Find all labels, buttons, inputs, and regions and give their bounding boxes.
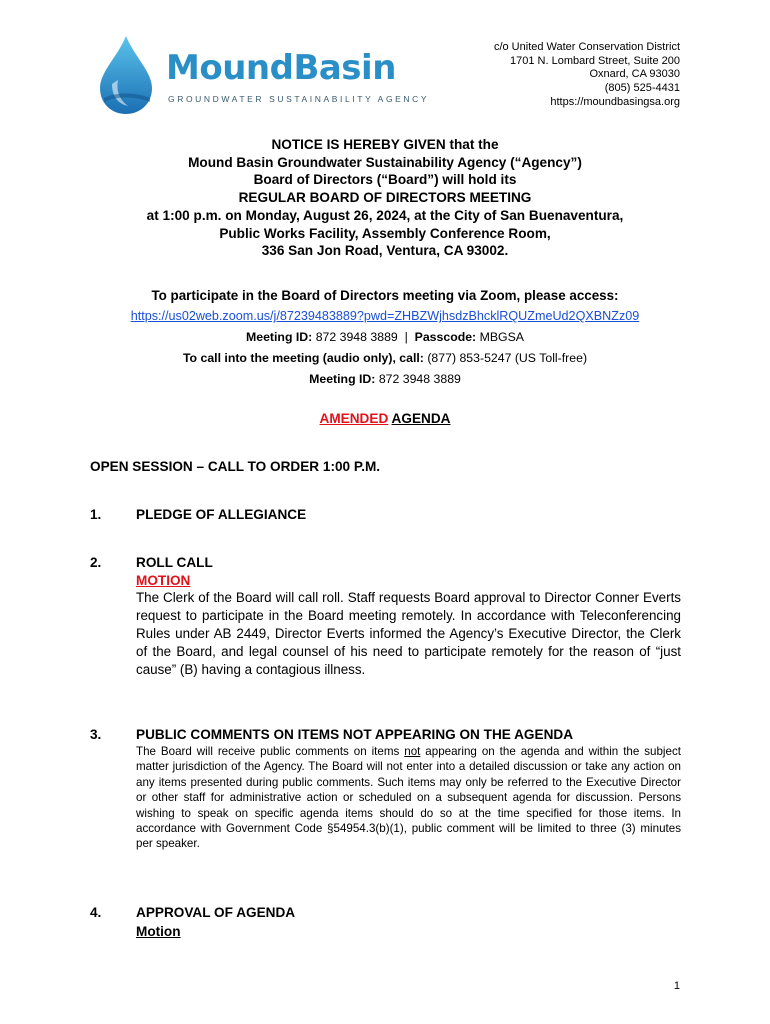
address-line: Oxnard, CA 93030 <box>589 68 680 81</box>
item-title: ROLL CALL <box>136 555 213 570</box>
passcode: MBGSA <box>479 330 524 344</box>
item-number: 4. <box>90 905 102 920</box>
meeting-notice <box>60 136 710 260</box>
text-emphasis: not <box>404 745 421 758</box>
address-phone: (805) 525-4431 <box>604 82 680 95</box>
agency-logo <box>96 34 430 114</box>
item-title: PLEDGE OF ALLEGIANCE <box>136 507 307 522</box>
water-drop-icon <box>96 34 156 116</box>
notice-line: at 1:00 p.m. on Monday, August 26, 2024, at the City of San Buenaventura, <box>146 207 624 223</box>
item-title: PUBLIC COMMENTS ON ITEMS NOT APPEARING ON THE AGENDA <box>136 727 574 742</box>
notice-line: Board of Directors (“Board”) will hold its <box>253 172 517 188</box>
page-number: 1 <box>673 980 680 992</box>
notice-line: Mound Basin Groundwater Sustainability Agency (“Agency”) <box>188 154 582 170</box>
text-part: appearing on the agenda and within the subject matter jurisdiction of the Agency. The Board will not enter into a detailed discussion or take any action on any items presented during public comments. Such items may only be referred to the Executive Director or other staff for administrative action or scheduled on a subsequent agenda for discussion. Persons wishing to speak on specific agenda items should do so at the time specified for those items. In accordance with Government Code §54954.3(b)(1), public comment will be limited to three (3) minutes per speaker. <box>136 745 681 851</box>
address-line: c/o United Water Conservation District <box>493 41 680 53</box>
meeting-id-label: Meeting ID: <box>309 372 376 386</box>
text-part: The Board will receive public comments on items <box>136 745 405 758</box>
zoom-link[interactable]: https://us02web.zoom.us/j/87239483889?pwd=ZHBZWjhsdzBhcklRQUZmeUd2QXBNZz09 <box>130 309 640 323</box>
meeting-id: 872 3948 3889 <box>378 372 461 386</box>
logo-name: MoundBasin <box>166 48 396 88</box>
item-number: 1. <box>90 507 102 522</box>
open-session-heading: OPEN SESSION – CALL TO ORDER 1:00 P.M. <box>90 459 381 474</box>
address-line: 1701 N. Lombard Street, Suite 200 <box>510 54 680 67</box>
call-in-line <box>40 348 730 369</box>
item-description: The Clerk of the Board will call roll. Staff requests Board approval to Director Conner Everts request to participate in the Board meeting remotely. In accordance with Teleconferencing Rules under AB 2449, Director Everts informed the Agency’s Executive Director, the Clerk of the Board, and legal counsel of his need to participate remotely for the reason of “just cause” (B) having a contagious illness. <box>136 590 681 677</box>
notice-line: REGULAR BOARD OF DIRECTORS MEETING <box>238 190 532 206</box>
address-website[interactable]: https://moundbasingsa.org <box>550 95 680 108</box>
call-number: (877) 853-5247 (US Toll-free) <box>427 351 588 365</box>
call-label: To call into the meeting (audio only), call: <box>182 351 424 365</box>
motion-label: MOTION <box>136 573 191 588</box>
meeting-id: 872 3948 3889 <box>315 330 398 344</box>
motion-label: Motion <box>136 924 181 939</box>
notice-line: Public Works Facility, Assembly Conference Room, <box>219 225 551 241</box>
meeting-id-label: Meeting ID: <box>246 330 313 344</box>
item-number: 3. <box>90 727 102 742</box>
separator: | <box>404 330 408 344</box>
item-description <box>136 744 681 852</box>
item-number: 2. <box>90 555 102 570</box>
agency-address <box>494 41 680 110</box>
zoom-title: To participate in the Board of Directors meeting via Zoom, please access: <box>151 288 619 303</box>
item-title: APPROVAL OF AGENDA <box>136 905 296 920</box>
meeting-id-line-2 <box>40 369 730 390</box>
amended-label: AMENDED <box>319 411 389 426</box>
agenda-title <box>0 411 770 426</box>
notice-line: NOTICE IS HEREBY GIVEN that the <box>271 137 499 152</box>
passcode-label: Passcode: <box>414 330 477 344</box>
meeting-id-line <box>40 327 730 348</box>
zoom-info <box>40 287 730 390</box>
agenda-word: AGENDA <box>391 411 451 426</box>
notice-line: 336 San Jon Road, Ventura, CA 93002. <box>261 243 509 259</box>
logo-tagline: GROUNDWATER SUSTAINABILITY AGENCY <box>168 94 430 104</box>
